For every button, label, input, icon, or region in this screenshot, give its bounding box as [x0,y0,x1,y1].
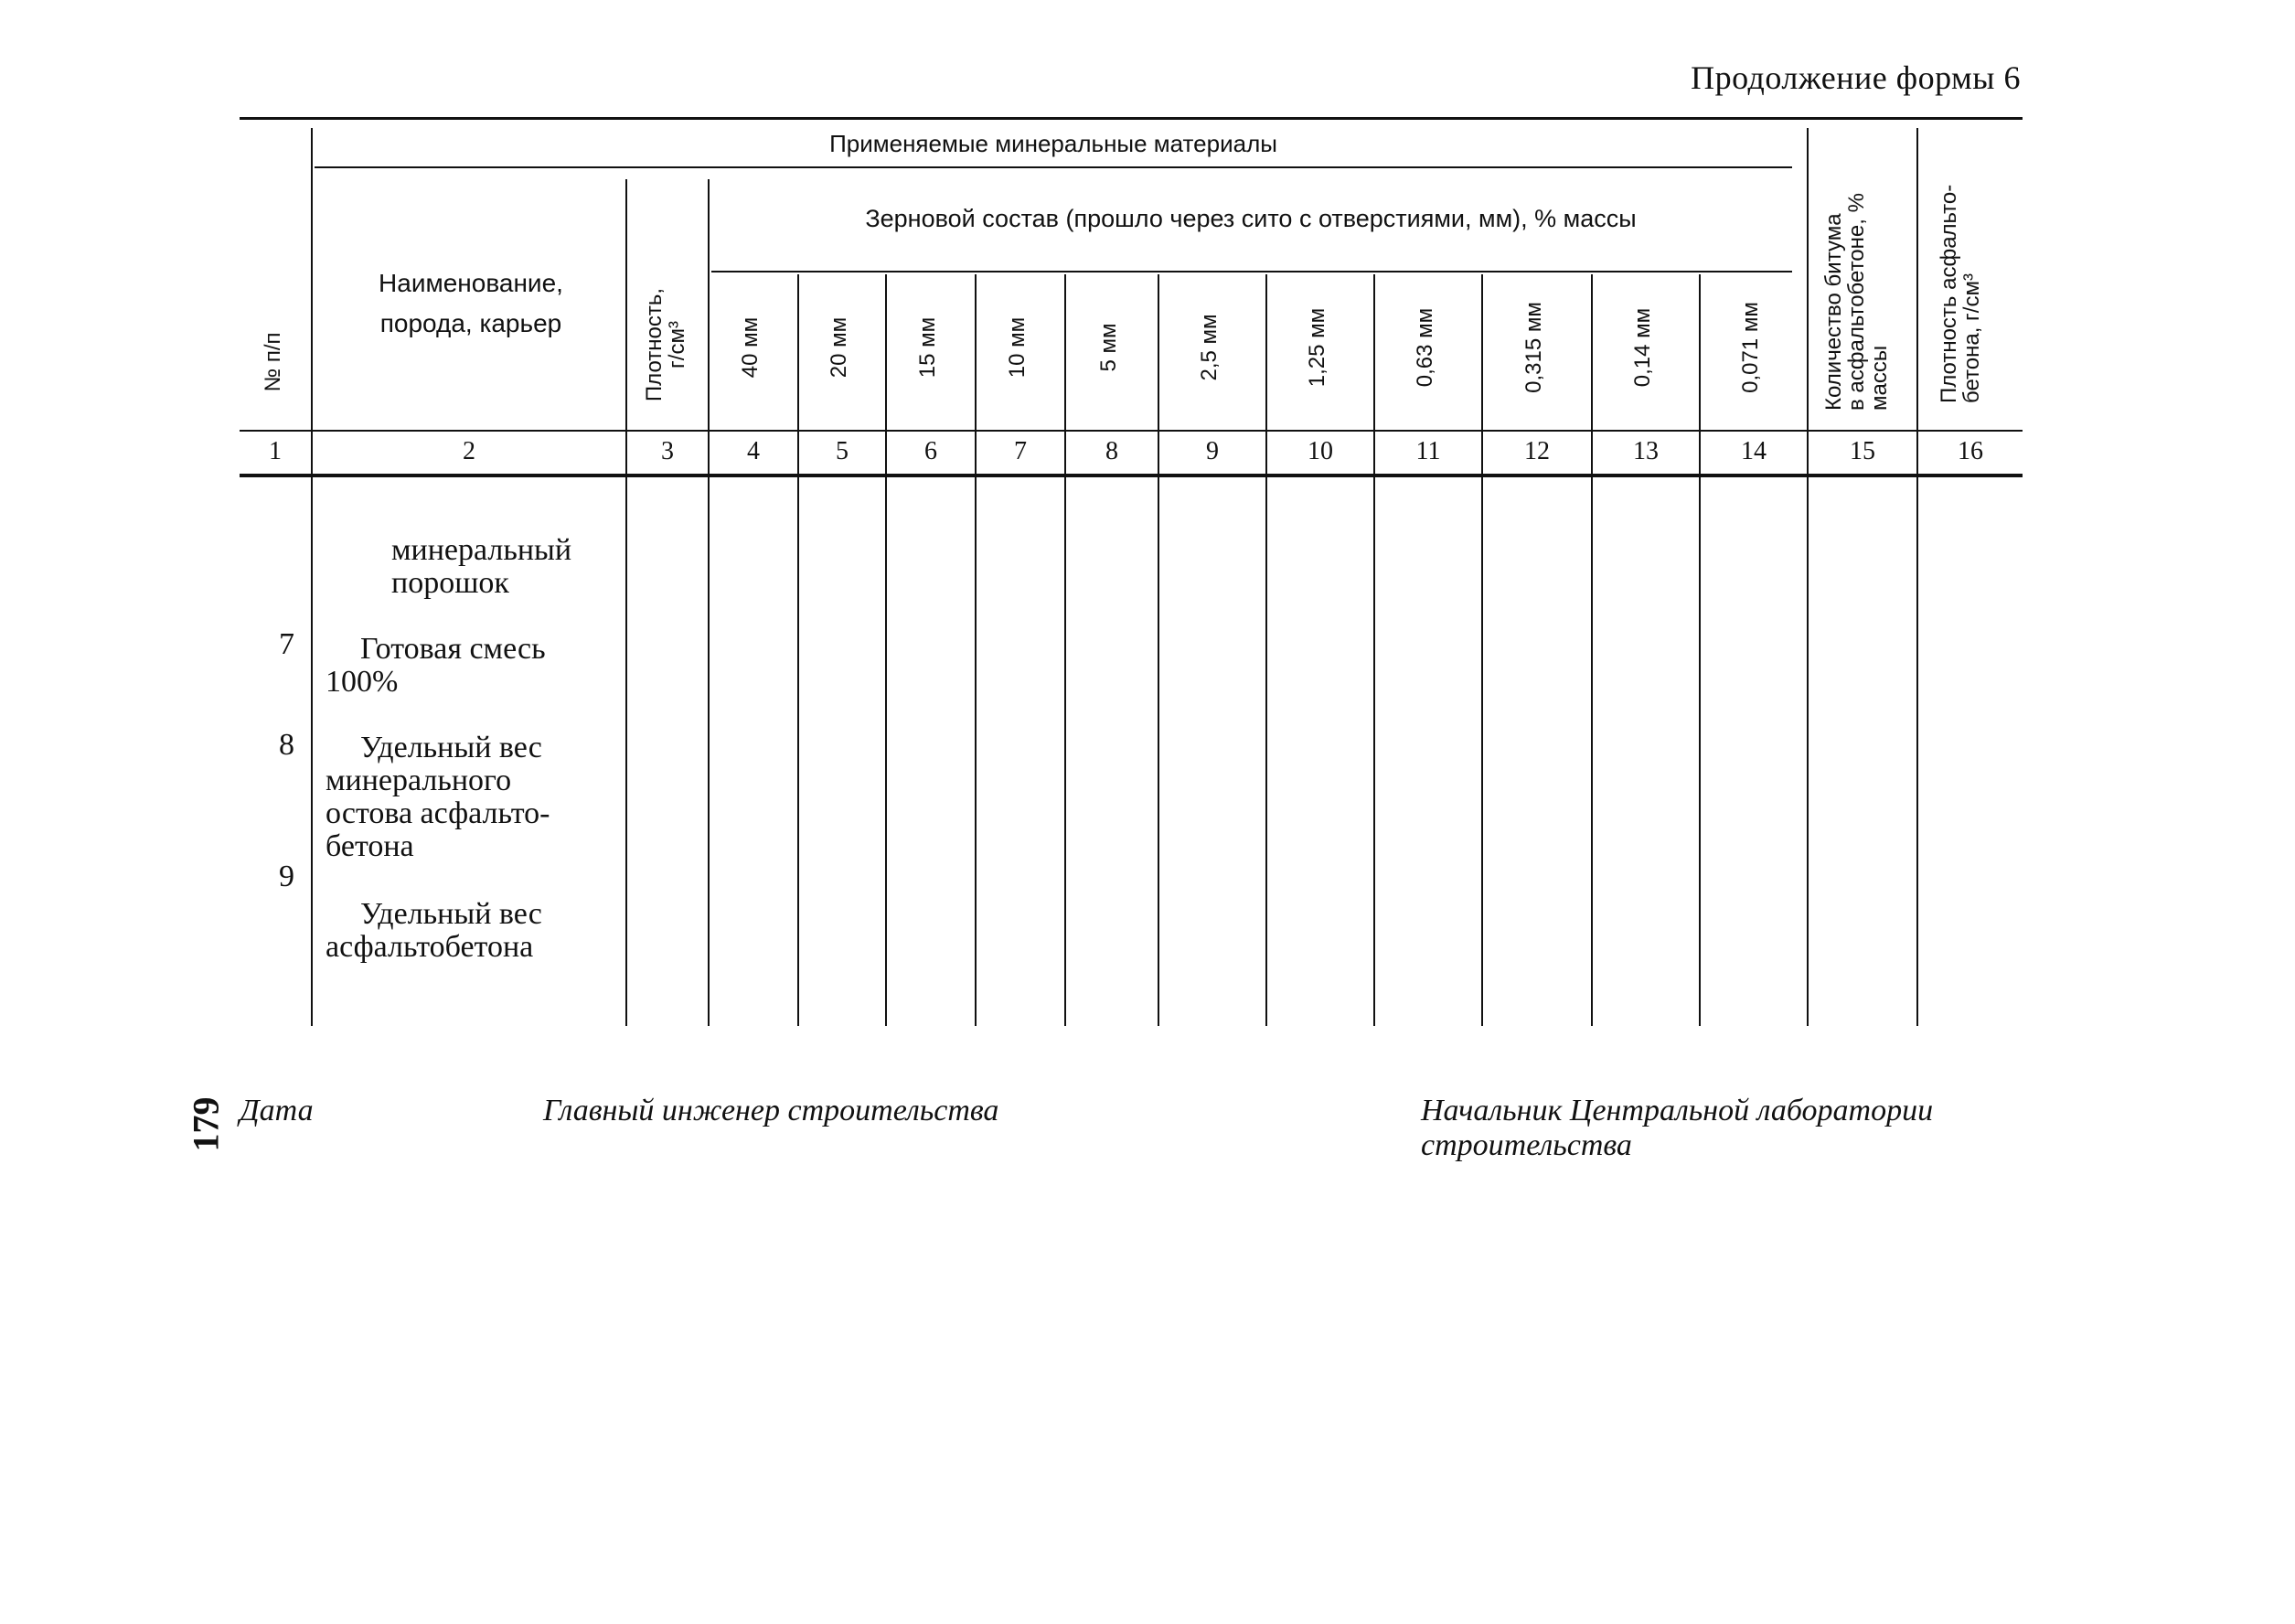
density-header: Плотность, г/см³ [642,287,690,402]
column-number: 2 [463,437,475,465]
column-number: 7 [1014,437,1027,465]
form-continuation-title: Продолжение формы 6 [1691,59,2021,96]
sieve-header-5: 5 мм [1096,323,1121,372]
col-divider [1699,274,1701,1026]
sieve-header-0-63: 0,63 мм [1413,307,1437,388]
column-number: 6 [924,437,937,465]
grain-composition-title: Зерновой состав (прошло через сито с отверстиями, мм), % массы [865,205,1637,232]
table-row-label: Готовая смесь 100% [326,632,546,699]
sieve-header-1-25: 1,25 мм [1305,307,1329,388]
table-row-label: Удельный вес асфальтобетона [326,897,542,964]
table-row-number: 7 [279,627,294,661]
colnum-bottom-rule [240,474,2023,477]
sieve-header-20: 20 мм [827,316,851,379]
col-divider [1807,128,1809,1026]
col-divider [1158,274,1159,1026]
column-number: 10 [1308,437,1333,465]
col-divider [797,274,799,1026]
group-underline [315,166,1792,168]
col-divider [1064,274,1066,1026]
table-row-label: минеральный порошок [391,533,572,600]
sieve-header-0-071: 0,071 мм [1738,302,1763,393]
col-divider [1591,274,1593,1026]
column-number: 8 [1105,437,1118,465]
table-row-number: 8 [279,728,294,762]
sieve-header-2-5: 2,5 мм [1197,314,1222,381]
name-column-header: Наименование, порода, карьер [379,269,563,337]
column-number: 14 [1741,437,1767,465]
page-number: 179 [185,1096,227,1152]
column-number: 1 [269,437,282,465]
grain-underline [711,271,1792,272]
col-divider [1481,274,1483,1026]
chief-engineer-label: Главный инженер строительства [543,1094,999,1127]
col-divider [708,179,710,1026]
column-number: 9 [1206,437,1219,465]
asphalt-density-header: Плотность асфальто- бетона, г/см³ [1937,184,1985,403]
column-number: 13 [1633,437,1659,465]
sieve-header-0-315: 0,315 мм [1521,302,1546,393]
column-number: 4 [747,437,760,465]
materials-group-title: Применяемые минеральные материалы [829,130,1277,157]
column-number: 16 [1958,437,1983,465]
col-divider [885,274,887,1026]
date-label: Дата [240,1094,314,1127]
col-divider [625,179,627,1026]
lab-head-label: Начальник Центральной лаборатории строительства [1421,1094,1934,1162]
table-top-rule [240,117,2023,120]
col-divider [1265,274,1267,1026]
column-number: 15 [1850,437,1875,465]
row-number-header: № п/п [261,332,285,392]
table-row-number: 9 [279,860,294,893]
col-divider [1373,274,1375,1026]
column-number: 11 [1415,437,1441,465]
col-divider [1916,128,1918,1026]
column-number: 5 [836,437,849,465]
bitumen-content-header: Количество битума в асфальтобетоне, % массы [1821,193,1893,411]
column-number: 12 [1524,437,1550,465]
table-row-label: Удельный вес минерального остова асфальто- бетона [326,731,550,863]
col-divider [311,128,313,1026]
sieve-header-10: 10 мм [1005,316,1030,379]
sieve-header-0-14: 0,14 мм [1630,307,1655,388]
sieve-header-15: 15 мм [915,316,940,379]
sieve-header-40: 40 мм [738,316,763,379]
header-bottom-rule [240,430,2023,432]
column-number: 3 [661,437,674,465]
col-divider [975,274,977,1026]
